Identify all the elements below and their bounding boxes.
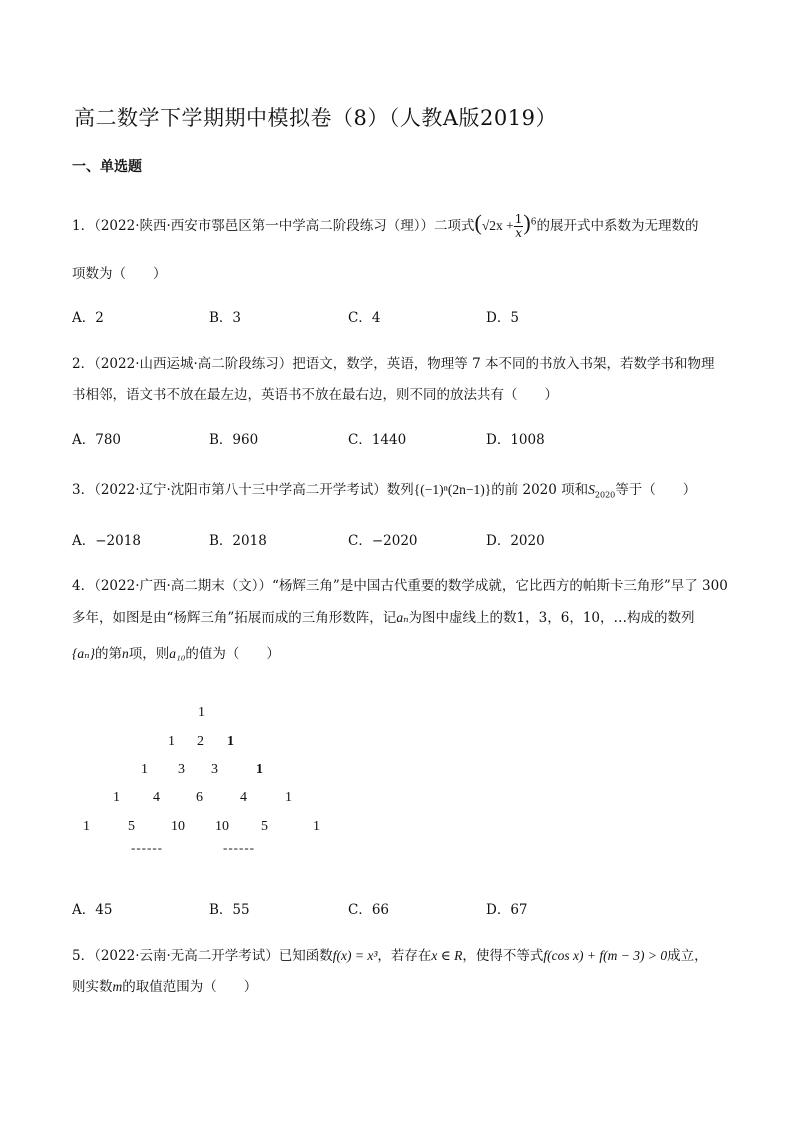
q1-pre: 二项式	[434, 218, 475, 234]
q5-function: f(x) = x³	[332, 948, 378, 963]
q2-option-d: D．1008	[486, 432, 545, 448]
q2-option-b: B．960	[209, 432, 259, 448]
q1-option-d: D．5	[486, 310, 519, 326]
q5-line2-pre: 则实数	[72, 979, 113, 995]
page-title: 高二数学下学期期中模拟卷（8）（人教A版2019）	[74, 106, 557, 130]
q1-frac-den: x	[515, 226, 522, 240]
q4-option-a: A．45	[72, 902, 113, 918]
q3-option-b: B．2018	[209, 533, 267, 549]
q5-mid: ，若存在	[377, 948, 432, 964]
triangle-cell: 6	[196, 790, 203, 805]
q1-number: 1．	[72, 218, 95, 234]
question-5-line-2	[72, 975, 257, 995]
question-3-line-1	[72, 478, 696, 500]
dashed-line: ------	[131, 840, 163, 855]
q4-a10: a₁₀	[169, 646, 186, 661]
q1-expr-inner: √2x +	[481, 218, 514, 233]
q3-sequence: {(−1)ⁿ(2n−1)}	[413, 482, 492, 497]
q1-option-b: B．3	[209, 310, 242, 326]
q4-option-c: C．66	[348, 902, 390, 918]
q4-line2-post: 为图中虚线上的数1，3，6，10，…构成的数列	[408, 610, 695, 626]
question-4-line-3	[72, 642, 280, 662]
q4-line3-mid: 的第	[95, 646, 123, 662]
question-4-line-2	[72, 606, 695, 626]
q5-pre: 5．（2022·云南·无高二开学考试）已知函数	[72, 948, 333, 964]
q1-option-c: C．4	[348, 310, 381, 326]
q5-m: m	[112, 979, 123, 994]
triangle-cell: 3	[178, 762, 185, 777]
q3-pre: 3．（2022·辽宁·沈阳市第八十三中学高二开学考试）数列	[72, 482, 414, 498]
q3-sum-sub: 2020	[594, 490, 616, 500]
q4-option-d: D．67	[486, 902, 528, 918]
question-2-line-1: 2．（2022·山西运城·高二阶段练习）把语文，数学，英语，物理等 7 本不同的书放入书架，若数学书和物理	[72, 356, 715, 372]
question-1-line-2: 项数为（ ）	[72, 266, 167, 282]
q1-paren-open: (	[474, 210, 482, 235]
triangle-cell: 5	[128, 819, 135, 834]
triangle-cell: 1	[313, 819, 320, 834]
q5-line2-post: 的取值范围为（ ）	[122, 979, 258, 995]
dashed-line: ------	[223, 840, 255, 855]
triangle-cell: 1	[227, 734, 234, 749]
q1-source: （2022·陕西·西安市鄠邑区第一中学高二阶段练习（理））	[94, 218, 435, 234]
q1-option-a: A．2	[72, 310, 104, 326]
q5-post: 成立，	[667, 948, 708, 964]
section-heading: 一、单选题	[72, 159, 142, 175]
question-4-line-1: 4．（2022·广西·高二期末（文））“杨辉三角”是中国古代重要的数学成就，它比西方的帕斯卡三角形”早了 300	[72, 578, 728, 594]
q4-a-n: aₙ	[396, 610, 409, 625]
triangle-cell: 10	[171, 819, 185, 834]
triangle-cell: 1	[83, 819, 90, 834]
q3-option-a: A．−2018	[72, 533, 141, 549]
q4-option-b: B．55	[209, 902, 250, 918]
q1-fraction	[514, 213, 524, 240]
q1-power: 6	[530, 217, 537, 228]
triangle-cell: 1	[198, 705, 205, 720]
q4-seq: {aₙ}	[72, 646, 96, 661]
triangle-cell: 4	[240, 790, 247, 805]
q3-post: 等于（ ）	[615, 482, 697, 498]
q3-mid: 的前 2020 项和	[491, 482, 589, 498]
triangle-cell: 4	[153, 790, 160, 805]
q3-option-d: D．2020	[486, 533, 545, 549]
q2-option-a: A．780	[72, 432, 122, 448]
triangle-cell: 2	[197, 734, 204, 749]
question-2-line-2: 书相邻，语文书不放在最左边，英语书不放在最右边，则不同的放法共有（ ）	[72, 387, 558, 403]
q4-n: n	[122, 646, 129, 661]
triangle-cell: 1	[141, 762, 148, 777]
q2-option-c: C．1440	[348, 432, 407, 448]
q3-option-c: C．−2020	[348, 533, 418, 549]
question-1-line-1	[72, 210, 698, 240]
q5-domain: x ∈ R	[431, 948, 463, 963]
triangle-cell: 5	[261, 819, 268, 834]
triangle-cell: 1	[256, 762, 263, 777]
triangle-cell: 10	[215, 819, 229, 834]
q4-line2-pre: 多年，如图是由“杨辉三角”拓展而成的三角形数阵，记	[72, 610, 397, 626]
triangle-cell: 1	[285, 790, 292, 805]
triangle-cell: 1	[168, 734, 175, 749]
triangle-cell: 3	[211, 762, 218, 777]
q1-post: 的展开式中系数为无理数的	[536, 218, 699, 234]
q1-frac-num: 1	[514, 212, 523, 226]
q5-inequality: f(cos x) + f(m − 3) > 0	[543, 948, 668, 963]
q3-sum-symbol: S	[588, 482, 595, 497]
q5-mid2: ，使得不等式	[462, 948, 544, 964]
q4-line3-post: 的值为（ ）	[185, 646, 280, 662]
q1-paren-close: )	[523, 210, 531, 235]
q4-line3-mid2: 项，则	[128, 646, 170, 662]
question-5-line-1	[72, 944, 708, 964]
triangle-cell: 1	[113, 790, 120, 805]
